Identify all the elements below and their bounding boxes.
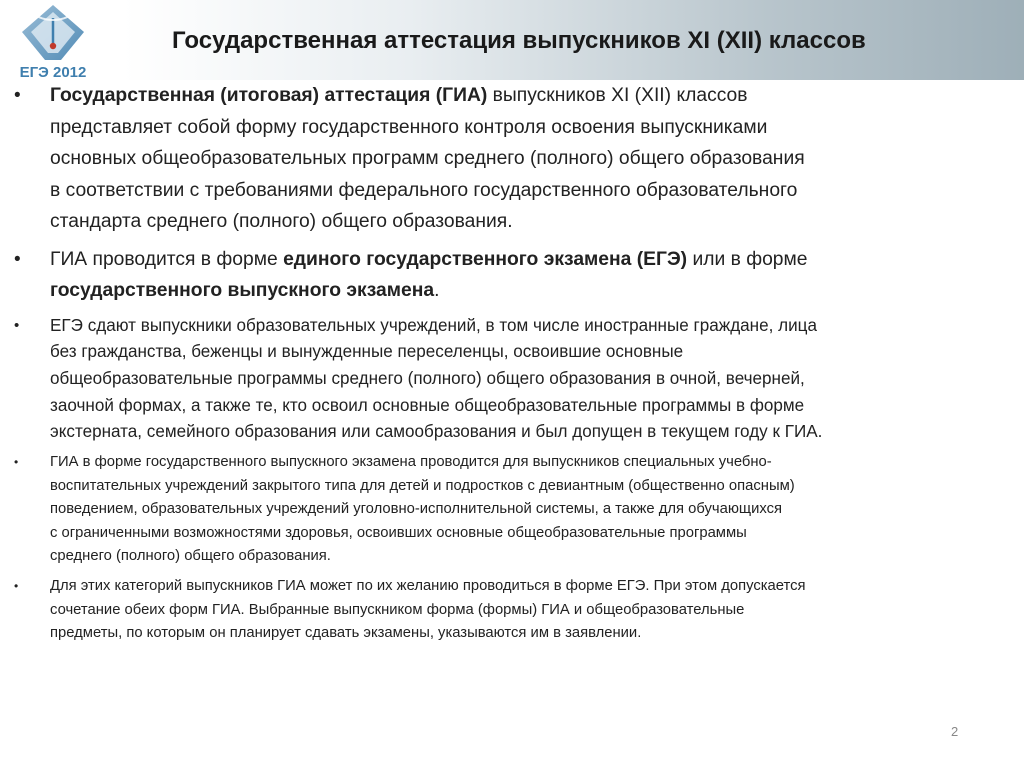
bullet-line: среднего (полного) общего образования.	[50, 548, 331, 565]
bullet-line: воспитательных учреждений закрытого типа для детей и подростков с девиантным (общественно опасным)	[50, 477, 795, 494]
bullet-line: с ограниченными возможностями здоровья, освоивших основные общеобразовательные программы	[50, 524, 747, 541]
bullet-line: основных общеобразовательных программ среднего (полного) общего образования	[50, 148, 805, 169]
bullet-line: Для этих категорий выпускников ГИА может по их желанию проводиться в форме ЕГЭ. При этом допускается	[50, 577, 806, 594]
text: или в форме	[687, 248, 808, 270]
text: выпускников XI (XII) классов	[487, 85, 748, 106]
bullet-line: стандарта среднего (полного) общего образования.	[50, 211, 513, 232]
bold-text: Государственная (итоговая) аттестация (ГИА)	[50, 85, 488, 106]
bullet-item	[14, 575, 1004, 646]
bullet-dot: •	[14, 85, 21, 106]
slide-title: Государственная аттестация выпускников XI (XII) классов	[172, 27, 866, 54]
logo-text: ЕГЭ 2012	[19, 64, 87, 80]
bullet-dot: •	[14, 578, 19, 593]
bullet-dot: •	[14, 316, 20, 334]
bullet-line	[50, 244, 1004, 276]
slide-header	[0, 0, 1024, 80]
bullet-line: экстерната, семейного образования или самообразования и был допущен в текущем году к ГИА.	[50, 422, 823, 442]
page-number: 2	[951, 724, 959, 739]
bullet-line: общеобразовательные программы среднего (полного) общего образования в очной, вечерней,	[50, 368, 805, 388]
bullet-item	[14, 313, 1004, 447]
bullet-item	[14, 80, 1004, 238]
bold-text: единого государственного экзамена (ЕГЭ)	[283, 248, 688, 270]
bullet-line: ЕГЭ сдают выпускники образовательных учреждений, в том числе иностранные граждане, лица	[50, 315, 817, 335]
bullet-line	[50, 80, 1004, 112]
bullet-line	[50, 275, 1004, 307]
bullet-dot: •	[14, 248, 21, 270]
bullet-line: представляет собой форму государственного контроля освоения выпускниками	[50, 116, 768, 138]
bullet-line: заочной формах, а также те, кто освоил основные общеобразовательные программы в форме	[50, 395, 805, 415]
bold-text: государственного выпускного экзамена	[50, 280, 435, 301]
bullet-item	[14, 244, 1004, 307]
bullet-line: в соответствии с требованиями федерального государственного образовательного	[50, 179, 798, 201]
text: .	[434, 280, 440, 301]
bullet-line: сочетание обеих форм ГИА. Выбранные выпускником форма (формы) ГИА и общеобразовательные	[50, 601, 745, 618]
bullet-line: поведением, образовательных учреждений уголовно-исполнительной системы, а также для обучающихся	[50, 501, 783, 518]
bullet-line: без гражданства, беженцы и вынужденные переселенцы, освоившие основные	[50, 342, 684, 362]
bullet-line: ГИА в форме государственного выпускного экзамена проводится для выпускников специальных учебно-	[50, 454, 772, 471]
text: ГИА проводится в форме	[50, 248, 284, 270]
bullet-dot: •	[14, 455, 19, 470]
bullet-line: предметы, по которым он планирует сдавать экзамены, указываются им в заявлении.	[50, 625, 642, 642]
bullet-item	[14, 451, 1004, 569]
slide-body	[14, 80, 1004, 652]
ege-2012-logo	[4, 2, 102, 80]
